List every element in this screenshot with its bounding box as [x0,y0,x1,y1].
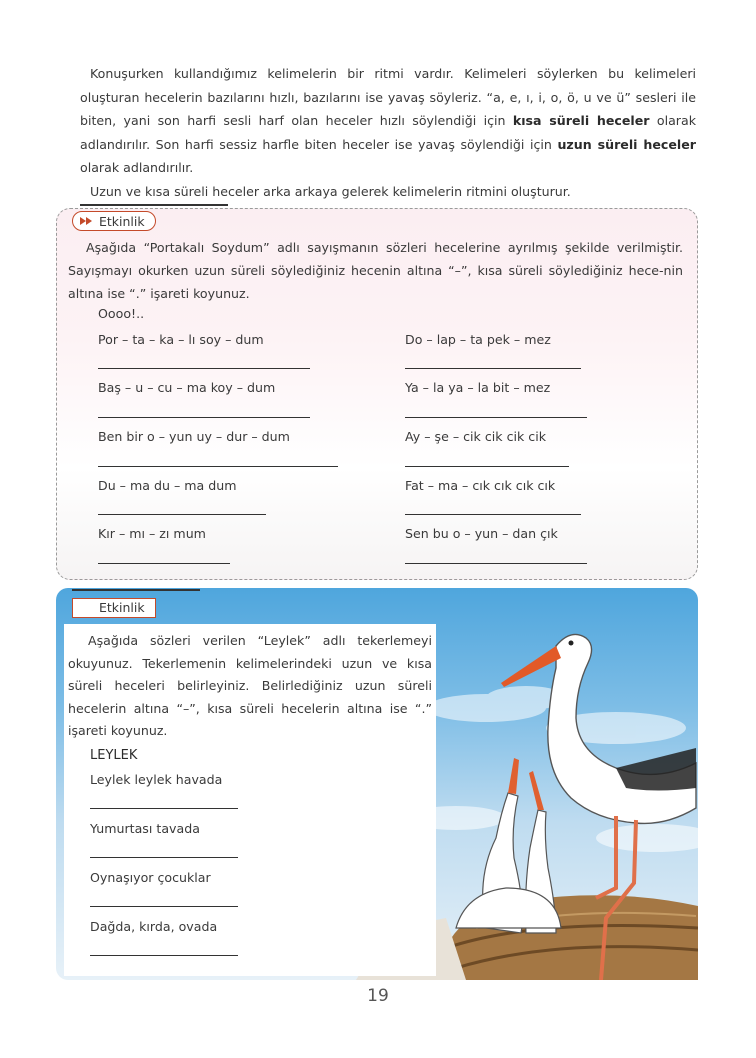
intro-paragraph-1 [80,62,696,180]
rhyme-line-right-1: Do – lap – ta pek – mez [405,332,551,347]
rhyme-line-left-2: Baş – u – cu – ma koy – dum [98,380,276,395]
activity-2-instruction-text: Aşağıda sözleri verilen “Leylek” adlı tekerlemeyi okuyunuz. Tekerlemenin kelimelerindeki uzun ve kısa süreli heceleri belirleyiniz. Belirlediğiniz uzun süreli hecelerin altına “–”, kısa süreli hecelerin altına ise “.” işareti koyunuz. [68,633,432,738]
page-number: 19 [367,986,389,1006]
rhyme-line-right-2: Ya – la ya – la bit – mez [405,380,551,395]
answer-line[interactable] [98,417,310,418]
long-syllable-term: uzun süreli heceler [557,136,696,152]
intro-text-d: olarak adlandırılır. [80,160,194,175]
answer-line[interactable] [98,514,266,515]
rhyme-line-left-5: Kır – mı – zı mum [98,526,206,541]
answer-line[interactable] [405,466,569,467]
play-arrow-icon [86,217,92,225]
activity-2-badge-label: Etkinlik [99,600,145,615]
poem-line-3: Oynaşıyor çocuklar [90,870,211,885]
activity-2-instruction [68,630,432,743]
answer-line[interactable] [98,563,230,564]
answer-line[interactable] [98,368,310,369]
activity-1-badge [72,211,156,231]
rhyme-line-left-4: Du – ma du – ma dum [98,478,237,493]
activity-1-badge-label: Etkinlik [99,214,145,229]
stork-chick-icon [456,758,561,933]
answer-line[interactable] [90,857,238,858]
rhyme-line-right-4: Fat – ma – cık cık cık cık [405,478,556,493]
answer-line[interactable] [90,955,238,956]
answer-line[interactable] [405,417,587,418]
intro-text [80,62,696,203]
poem-line-2: Yumurtası tavada [90,821,200,836]
intro-text-c: olarak adlandırılır. Son harfi sessiz harfle biten heceler ise yavaş söylendiği için [80,113,696,152]
rhyme-line-left-1: Por – ta – ka – lı soy – dum [98,332,264,347]
poem-line-1: Leylek leylek havada [90,772,223,787]
answer-line[interactable] [405,563,587,564]
poem-title: LEYLEK [90,748,138,763]
intro-paragraph-2: Uzun ve kısa süreli heceler arka arkaya gelerek kelimelerin ritmini oluşturur. [90,183,571,199]
answer-line[interactable] [98,466,338,467]
rhyme-line-left-3: Ben bir o – yun uy – dur – dum [98,429,290,444]
answer-line[interactable] [90,808,238,809]
poem-line-4: Dağda, kırda, ovada [90,919,218,934]
divider [80,204,228,206]
intro-text-a: Konuşurken kullandığımız kelimelerin bir ritmi vardır. Kelimeleri söylerken bu kelimeleri oluşturan hecelerin bazılarını hızlı, bazılarını ise yavaş söyleriz. “a, e, ı, i, o, ö, u ve ü” sesleri ile biten, yani son harfi sesli harf olan heceler hızlı söylendiği için [80,66,696,128]
divider [72,589,200,591]
activity-2-badge [72,598,156,618]
short-syllable-term: kısa süreli heceler [512,113,650,128]
rhyme-line-right-5: Sen bu o – yun – dan çık [405,526,558,541]
rhyme-line-right-3: Ay – şe – cik cik cik cik [405,429,547,444]
activity-1-instruction [68,236,683,305]
answer-line[interactable] [90,906,238,907]
rhyme-opening: Oooo!.. [98,306,145,321]
activity-1-instruction-text: Aşağıda “Portakalı Soydum” adlı sayışmanın sözleri hecelerine ayrılmış şekilde verilmiştir. Sayışmayı okurken uzun süreli söylediğiniz hecenin altına “–”, kısa süreli söylediğiniz hece-nin altına ise “.” işareti koyunuz. [68,240,683,301]
answer-line[interactable] [405,514,581,515]
answer-line[interactable] [405,368,581,369]
